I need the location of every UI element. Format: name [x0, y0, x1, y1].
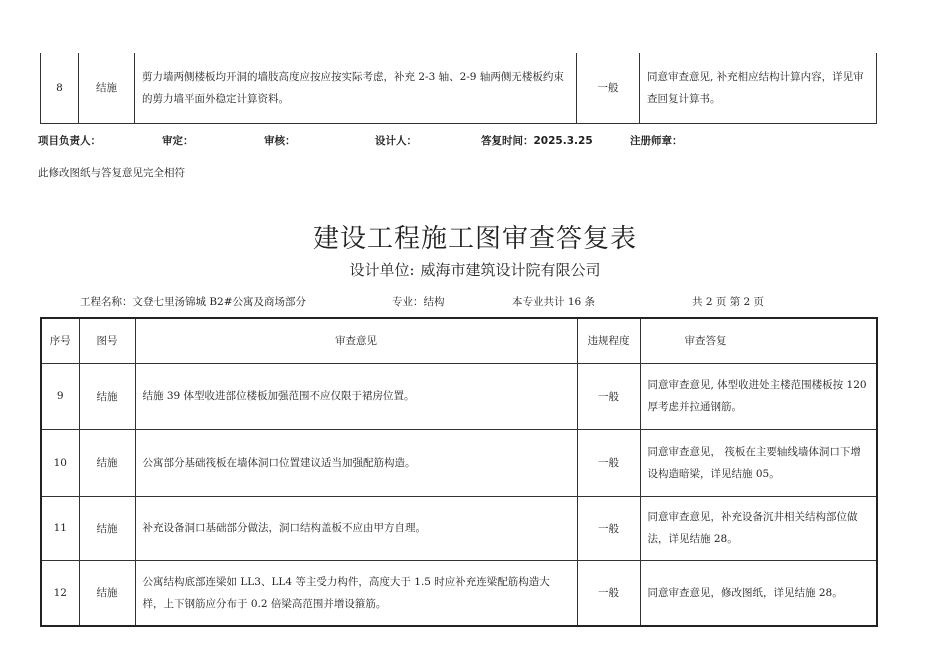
project-name: 工程名称：文登七里汤锦城 B2#公寓及商场部分 — [80, 296, 307, 308]
row-seq: 10 — [41, 429, 79, 496]
row-drawing-code: 结施 — [79, 53, 135, 123]
row-seq: 8 — [41, 53, 79, 123]
table-row — [41, 53, 877, 123]
page-count: 共 2 页 第 2 页 — [692, 296, 765, 308]
table-header-row — [41, 318, 877, 363]
row-opinion: 剪力墙两侧楼板均开洞的墙肢高度应按应按实际考虑，补充 2-3 轴、2-9 轴两侧无楼板约束的剪力墙平面外稳定计算资料。 — [135, 53, 577, 123]
item-count: 本专业共计 16 条 — [512, 296, 596, 308]
specialty: 专业：结构 — [392, 296, 445, 308]
conformity-note: 此修改图纸与答复意见完全相符 — [38, 167, 185, 179]
column-header-opinion: 审查意见 — [135, 318, 577, 363]
designer-label: 设计人： — [375, 135, 417, 147]
row-opinion: 结施 39 体型收进部位楼板加强范围不应仅限于裙房位置。 — [135, 363, 577, 429]
table-row — [41, 363, 877, 429]
column-header-severity: 违规程度 — [577, 318, 640, 363]
row-reply: 同意审查意见， 筏板在主要轴线墙体洞口下增设构造暗梁，详见结施 05。 — [640, 429, 877, 496]
column-header-reply: 审查答复 — [640, 318, 877, 363]
row-severity: 一般 — [577, 429, 640, 496]
column-header-seq: 序号 — [41, 318, 79, 363]
registered-seal-label: 注册师章： — [630, 135, 683, 147]
row-seq: 11 — [41, 496, 79, 560]
approver-label: 审定： — [162, 135, 194, 147]
reviewer-label: 审核： — [264, 135, 296, 147]
row-severity: 一般 — [577, 53, 640, 123]
row-reply: 同意审查意见, 补充相应结构计算内容，详见审查回复计算书。 — [640, 53, 877, 123]
row-reply: 同意审查意见，修改图纸，详见结施 28。 — [640, 560, 877, 626]
table-row — [41, 560, 877, 626]
review-reply-table — [40, 317, 878, 627]
row-drawing-code: 结施 — [79, 496, 135, 560]
row-reply: 同意审查意见, 体型收进处主楼范围楼板按 120 厚考虑并拉通钢筋。 — [640, 363, 877, 429]
design-unit-label: 设计单位: — [349, 261, 415, 279]
design-unit-name: 威海市建筑设计院有限公司 — [420, 261, 601, 279]
design-unit — [0, 259, 950, 280]
row-seq: 12 — [41, 560, 79, 626]
column-header-drawing-code: 图号 — [79, 318, 135, 363]
signature-row — [38, 133, 938, 147]
row-severity: 一般 — [577, 496, 640, 560]
row-drawing-code: 结施 — [79, 560, 135, 626]
project-meta-row — [80, 294, 900, 308]
project-lead-label: 项目负责人： — [38, 135, 101, 147]
table-row — [41, 496, 877, 560]
row-opinion: 公寓结构底部连梁如 LL3、LL4 等主受力构件，高度大于 1.5 时应补充连梁配筋构造大样，上下钢筋应分布于 0.2 倍梁高范围并增设箍筋。 — [135, 560, 577, 626]
page-title: 建设工程施工图审查答复表 — [312, 224, 637, 254]
row-severity: 一般 — [577, 363, 640, 429]
row-opinion: 补充设备洞口基础部分做法，洞口结构盖板不应由甲方自理。 — [135, 496, 577, 560]
row-drawing-code: 结施 — [79, 363, 135, 429]
row-drawing-code: 结施 — [79, 429, 135, 496]
row-reply: 同意审查意见，补充设备沉井相关结构部位做法，详见结施 28。 — [640, 496, 877, 560]
table-row — [41, 429, 877, 496]
row-seq: 9 — [41, 363, 79, 429]
previous-page-table — [40, 53, 877, 124]
row-opinion: 公寓部分基础筏板在墙体洞口位置建议适当加强配筋构造。 — [135, 429, 577, 496]
reply-time-label: 答复时间：2025.3.25 — [481, 135, 593, 147]
row-severity: 一般 — [577, 560, 640, 626]
